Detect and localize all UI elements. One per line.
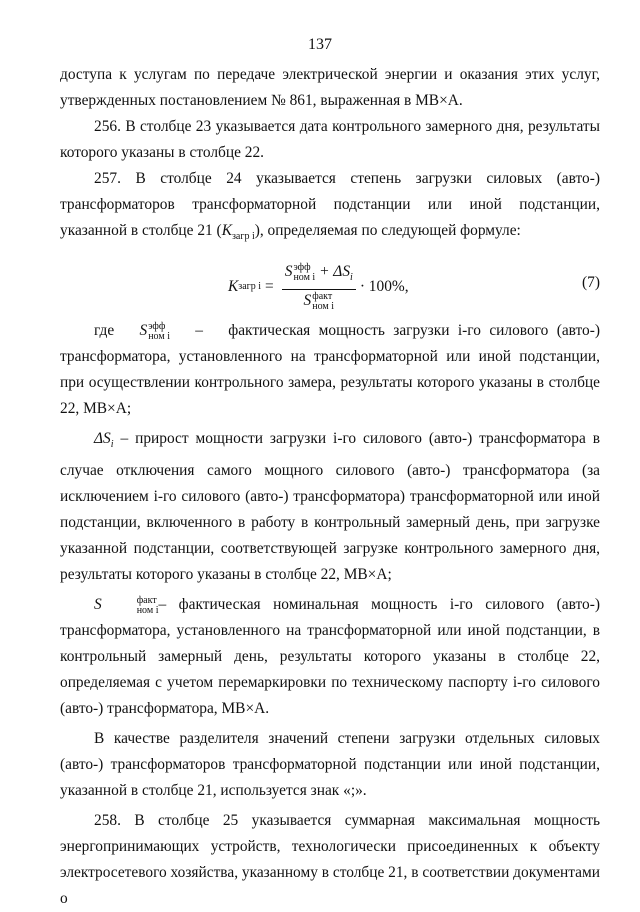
paragraph-256: 256. В столбце 23 указывается дата контрольного замерного дня, результаты которого указаны в столбце 22. xyxy=(60,118,600,161)
paragraph-257-start: 257. В столбце 24 указывается степень загрузки силовых (авто-) трансформаторов трансформаторной подстанции или иной подстанции, указанной в столбце 21 ( xyxy=(60,170,600,239)
formula-k: K xyxy=(228,277,239,295)
page-body xyxy=(60,62,600,912)
s-eff-sup: эфф xyxy=(148,320,166,332)
numerator-delta: + ΔS xyxy=(319,263,351,281)
paragraph-258: 258. В столбце 25 указывается суммарная максимальная мощность энергопринимающих устройств, технологически присоединенных к объекту электросетевого хозяйства, указанному в столбце 21, в соответствии документами о xyxy=(60,812,600,908)
definition-delta-s xyxy=(60,426,600,588)
s-eff-symbol: S xyxy=(139,322,148,340)
definition-s-fact xyxy=(60,592,600,722)
paragraph-257 xyxy=(60,166,600,250)
definition-s-eff xyxy=(60,318,600,344)
s-eff-dash: – xyxy=(195,322,203,340)
formula-7 xyxy=(60,254,600,314)
s-fact-text: – фактическая номинальная мощность i-го силового (авто-) трансформатора, установленного на трансформаторной или иной подстанции, в контрольный замерный день, результаты которого указаны в столбце 22, определяемая с учетом перемаркировки по техническому паспорту i-го силового (авто-) трансформатора, МВ×А. xyxy=(60,596,600,718)
s-fact-sub: ном i xyxy=(136,604,159,616)
formula-comma: , xyxy=(404,277,409,295)
s-eff-indices xyxy=(148,322,170,342)
k-symbol: K xyxy=(221,222,232,239)
formula-expression xyxy=(228,262,409,312)
formula-equals: = xyxy=(265,277,274,295)
numerator-nom: ном i xyxy=(293,271,316,283)
denominator-nom: ном i xyxy=(312,300,335,312)
definition-s-eff-cont: трансформатора, установленного на трансформаторной или иной подстанции, при осуществлении контрольного замера, результаты которого указаны в столбце 22, МВ×А; xyxy=(60,348,600,418)
k-subscript: загр i xyxy=(231,231,255,243)
paragraph-separator: В качестве разделителя значений степени загрузки отдельных силовых (авто-) трансформаторов трансформаторной подстанции или иной подстанции, указанной в столбце 21, используется знак «;». xyxy=(60,730,600,800)
numerator-eff: эфф xyxy=(293,261,311,273)
paragraph-intro: доступа к услугам по передаче электрической энергии и оказания этих услуг, утвержденных постановлением № 861, выраженная в МВ×А. xyxy=(60,66,600,109)
formula-k-subscript: загр i xyxy=(238,280,262,292)
s-eff-text-1: фактическая мощность загрузки i-го силового (авто-) xyxy=(228,322,600,340)
formula-fraction xyxy=(282,262,356,312)
denominator-indices xyxy=(312,292,334,312)
gde-word: где xyxy=(94,322,115,340)
delta-s-i: i xyxy=(110,439,114,451)
formula-denominator xyxy=(304,290,334,311)
equation-number: (7) xyxy=(582,274,600,292)
s-fact-symbol: S xyxy=(94,596,102,614)
numerator-s: S xyxy=(284,263,293,281)
formula-times-100: · 100% xyxy=(359,277,405,295)
denominator-fact: факт xyxy=(312,290,333,302)
formula-numerator xyxy=(282,262,356,290)
numerator-delta-i: i xyxy=(350,272,353,284)
s-fact-sup: факт xyxy=(136,594,157,606)
s-eff-sub: ном i xyxy=(148,330,170,342)
delta-s-symbol: ΔS xyxy=(94,430,111,448)
paragraph-257-end: ), определяемая по следующей формуле: xyxy=(254,222,521,239)
denominator-s: S xyxy=(303,292,312,310)
delta-s-text: – прирост мощности загрузки i-го силового (авто-) трансформатора в случае отключения самого мощного силового (авто-) трансформатора (за исключением i-го силового (авто-) трансформатора) трансформаторной или иной подстанции, включенного в работу в контрольный замерный день, при загрузке указанной подстанции, соответствующей загрузке контрольного замерного дня, результаты которого указаны в столбце 22, МВ×А; xyxy=(60,430,600,584)
s-fact-indices xyxy=(103,596,159,616)
numerator-indices xyxy=(293,263,315,283)
page-number: 137 xyxy=(308,36,332,53)
